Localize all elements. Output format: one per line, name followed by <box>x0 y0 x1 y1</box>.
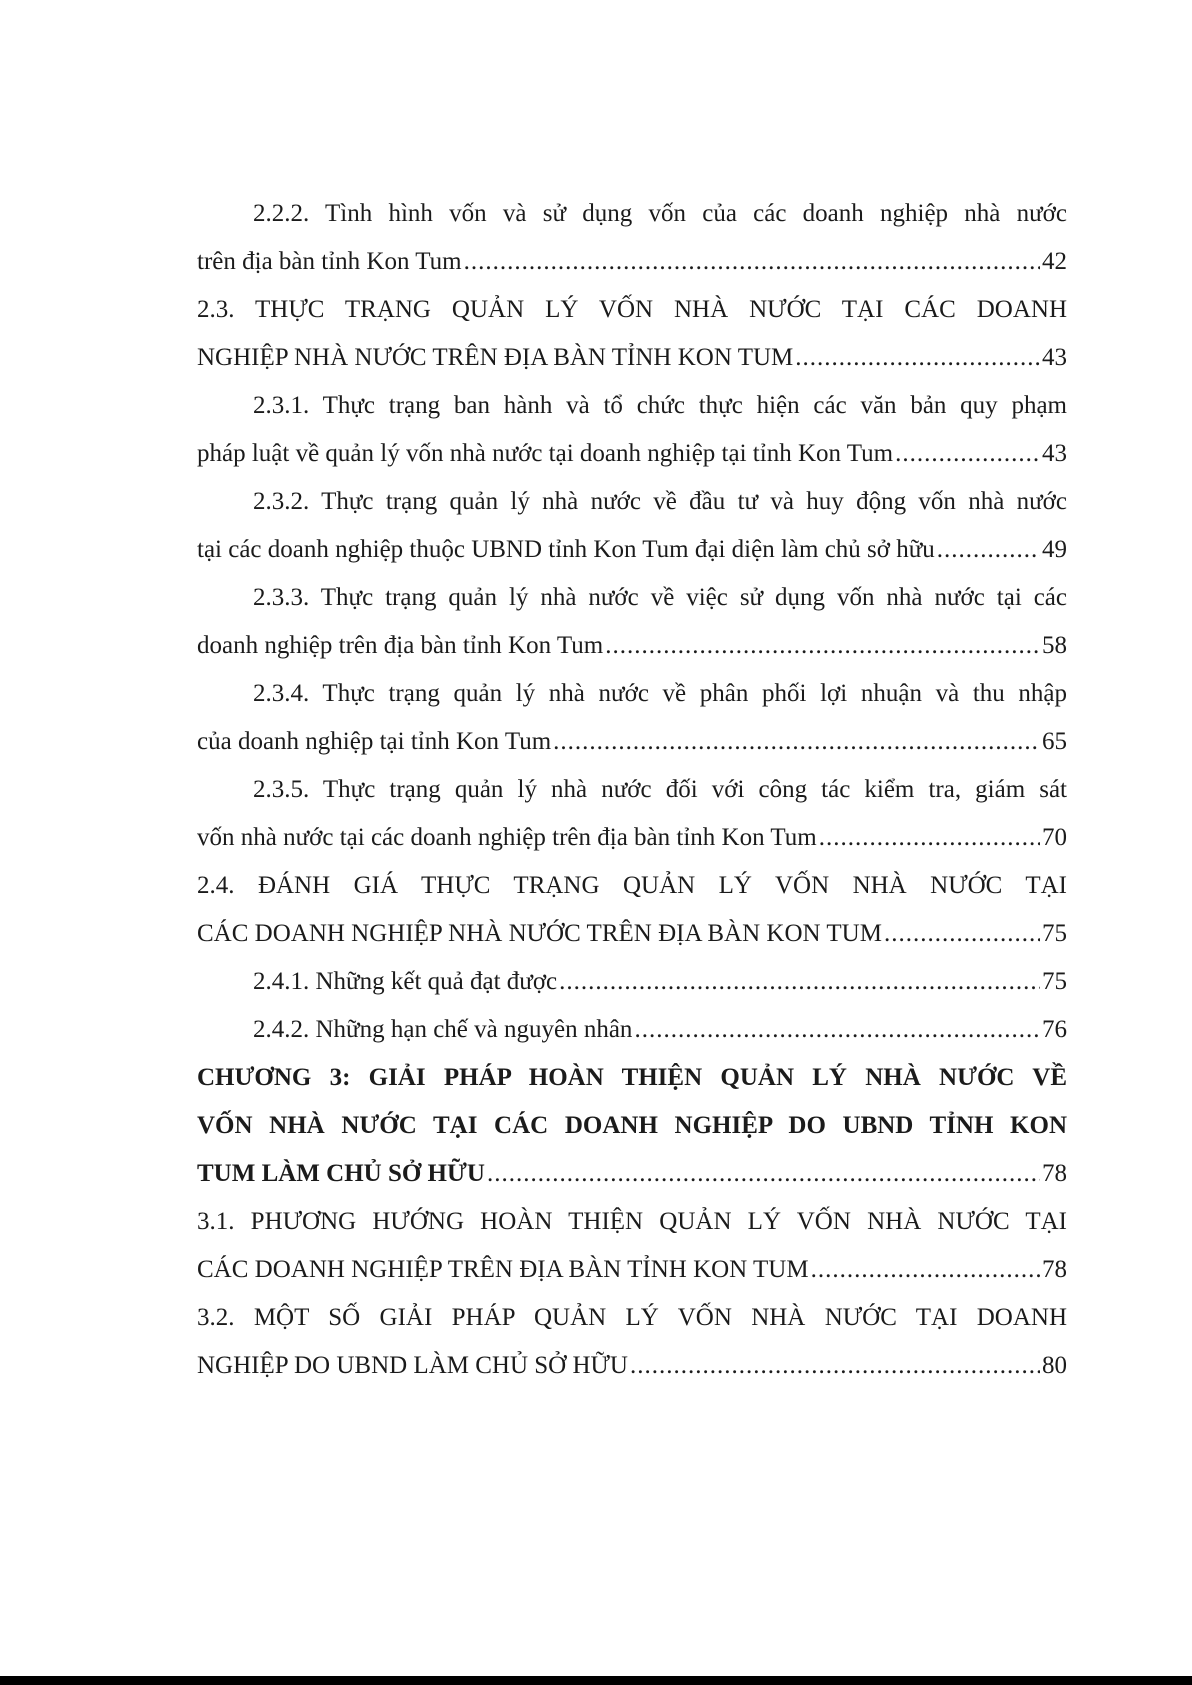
toc-page-number: 49 <box>1042 536 1067 563</box>
toc-entry-2-3-3 <box>197 574 1067 670</box>
toc-entry-text: CHƯƠNG 3: GIẢI PHÁP HOÀN THIỆN QUẢN LÝ NHÀ NƯỚC VỀ <box>197 1064 1067 1091</box>
dot-leader <box>487 1150 1040 1198</box>
toc-entry-2-4-2 <box>197 1006 1067 1054</box>
toc-entry-last-line <box>197 238 1067 286</box>
toc-page-number: 78 <box>1042 1160 1067 1187</box>
dot-leader <box>884 910 1040 958</box>
toc-entry-text: NGHIỆP DO UBND LÀM CHỦ SỞ HỮU <box>197 1352 628 1379</box>
toc-entry-last-line <box>197 910 1067 958</box>
toc-entry-text: của doanh nghiệp tại tỉnh Kon Tum <box>197 728 552 755</box>
toc-entry-2-2-2 <box>197 190 1067 286</box>
toc-entry-text: 2.3. THỰC TRẠNG QUẢN LÝ VỐN NHÀ NƯỚC TẠI CÁC DOANH <box>197 296 1067 323</box>
toc-entry-text: TUM LÀM CHỦ SỞ HỮU <box>197 1160 485 1187</box>
toc-entry-text: CÁC DOANH NGHIỆP NHÀ NƯỚC TRÊN ĐỊA BÀN KON TUM <box>197 920 882 947</box>
toc-entry-2-4 <box>197 862 1067 958</box>
toc-entry-text: 2.3.4. Thực trạng quản lý nhà nước về phân phối lợi nhuận và thu nhập <box>253 680 1067 707</box>
toc-entry-text: 2.3.5. Thực trạng quản lý nhà nước đối với công tác kiểm tra, giám sát <box>253 776 1067 803</box>
toc-entry-chapter-3 <box>197 1054 1067 1198</box>
dot-leader <box>634 1006 1040 1054</box>
toc-entry-last-line <box>197 1006 1067 1054</box>
toc-entry-last-line <box>197 718 1067 766</box>
dot-leader <box>819 814 1040 862</box>
toc-entry-last-line <box>197 958 1067 1006</box>
toc-entry-text: NGHIỆP NHÀ NƯỚC TRÊN ĐỊA BÀN TỈNH KON TUM <box>197 344 794 371</box>
toc-page-number: 75 <box>1042 920 1067 947</box>
toc-entry-last-line <box>197 622 1067 670</box>
toc-entry-text: 3.2. MỘT SỐ GIẢI PHÁP QUẢN LÝ VỐN NHÀ NƯỚC TẠI DOANH <box>197 1304 1067 1331</box>
toc-entry-text: tại các doanh nghiệp thuộc UBND tỉnh Kon Tum đại diện làm chủ sở hữu <box>197 536 935 563</box>
bottom-border <box>0 1676 1192 1685</box>
dot-leader <box>553 718 1040 766</box>
toc-page-number: 76 <box>1042 1016 1067 1043</box>
dot-leader <box>895 430 1040 478</box>
toc-entry-text: 2.3.2. Thực trạng quản lý nhà nước về đầu tư và huy động vốn nhà nước <box>253 488 1067 515</box>
toc-entry-last-line <box>197 1150 1067 1198</box>
toc-page-number: 70 <box>1042 824 1067 851</box>
toc-entry-text: VỐN NHÀ NƯỚC TẠI CÁC DOANH NGHIỆP DO UBND TỈNH KON <box>197 1112 1067 1139</box>
toc-page-number: 42 <box>1042 248 1067 275</box>
toc-entry-text: 2.4.2. Những hạn chế và nguyên nhân <box>253 1016 633 1043</box>
toc-page-number: 78 <box>1042 1256 1067 1283</box>
toc-entry-text: trên địa bàn tỉnh Kon Tum <box>197 248 462 275</box>
toc-entry-text: vốn nhà nước tại các doanh nghiệp trên địa bàn tỉnh Kon Tum <box>197 824 817 851</box>
toc-page-number: 43 <box>1042 440 1067 467</box>
toc-page-number: 65 <box>1042 728 1067 755</box>
toc-entry-2-3-2 <box>197 478 1067 574</box>
dot-leader <box>630 1342 1040 1390</box>
toc-entry-text: 2.4. ĐÁNH GIÁ THỰC TRẠNG QUẢN LÝ VỐN NHÀ NƯỚC TẠI <box>197 872 1067 899</box>
toc-entry-text: pháp luật về quản lý vốn nhà nước tại doanh nghiệp tại tỉnh Kon Tum <box>197 440 894 467</box>
toc-entry-text: 2.3.3. Thực trạng quản lý nhà nước về việc sử dụng vốn nhà nước tại các <box>253 584 1067 611</box>
toc-entry-text: 2.4.1. Những kết quả đạt được <box>253 968 558 995</box>
toc-entry-2-3-4 <box>197 670 1067 766</box>
toc-entry-3-2 <box>197 1294 1067 1390</box>
toc-entry-last-line <box>197 430 1067 478</box>
toc-entry-last-line <box>197 334 1067 382</box>
table-of-contents <box>197 190 1067 1390</box>
toc-entry-text: doanh nghiệp trên địa bàn tỉnh Kon Tum <box>197 632 604 659</box>
dot-leader <box>559 958 1040 1006</box>
toc-entry-2-4-1 <box>197 958 1067 1006</box>
toc-entry-last-line <box>197 814 1067 862</box>
toc-entry-last-line <box>197 1246 1067 1294</box>
dot-leader <box>811 1246 1040 1294</box>
toc-entry-3-1 <box>197 1198 1067 1294</box>
dot-leader <box>937 526 1040 574</box>
toc-entry-2-3 <box>197 286 1067 382</box>
toc-page-number: 80 <box>1042 1352 1067 1379</box>
toc-page-number: 75 <box>1042 968 1067 995</box>
toc-page-number: 58 <box>1042 632 1067 659</box>
toc-entry-text: 3.1. PHƯƠNG HƯỚNG HOÀN THIỆN QUẢN LÝ VỐN NHÀ NƯỚC TẠI <box>197 1208 1067 1235</box>
toc-page-number: 43 <box>1042 344 1067 371</box>
toc-entry-text: 2.2.2. Tình hình vốn và sử dụng vốn của các doanh nghiệp nhà nước <box>253 200 1067 227</box>
dot-leader <box>605 622 1040 670</box>
dot-leader <box>464 238 1040 286</box>
toc-entry-text: 2.3.1. Thực trạng ban hành và tổ chức thực hiện các văn bản quy phạm <box>253 392 1067 419</box>
toc-entry-2-3-5 <box>197 766 1067 862</box>
toc-entry-2-3-1 <box>197 382 1067 478</box>
toc-entry-last-line <box>197 1342 1067 1390</box>
toc-entry-text: CÁC DOANH NGHIỆP TRÊN ĐỊA BÀN TỈNH KON TUM <box>197 1256 809 1283</box>
dot-leader <box>795 334 1040 382</box>
toc-entry-last-line <box>197 526 1067 574</box>
